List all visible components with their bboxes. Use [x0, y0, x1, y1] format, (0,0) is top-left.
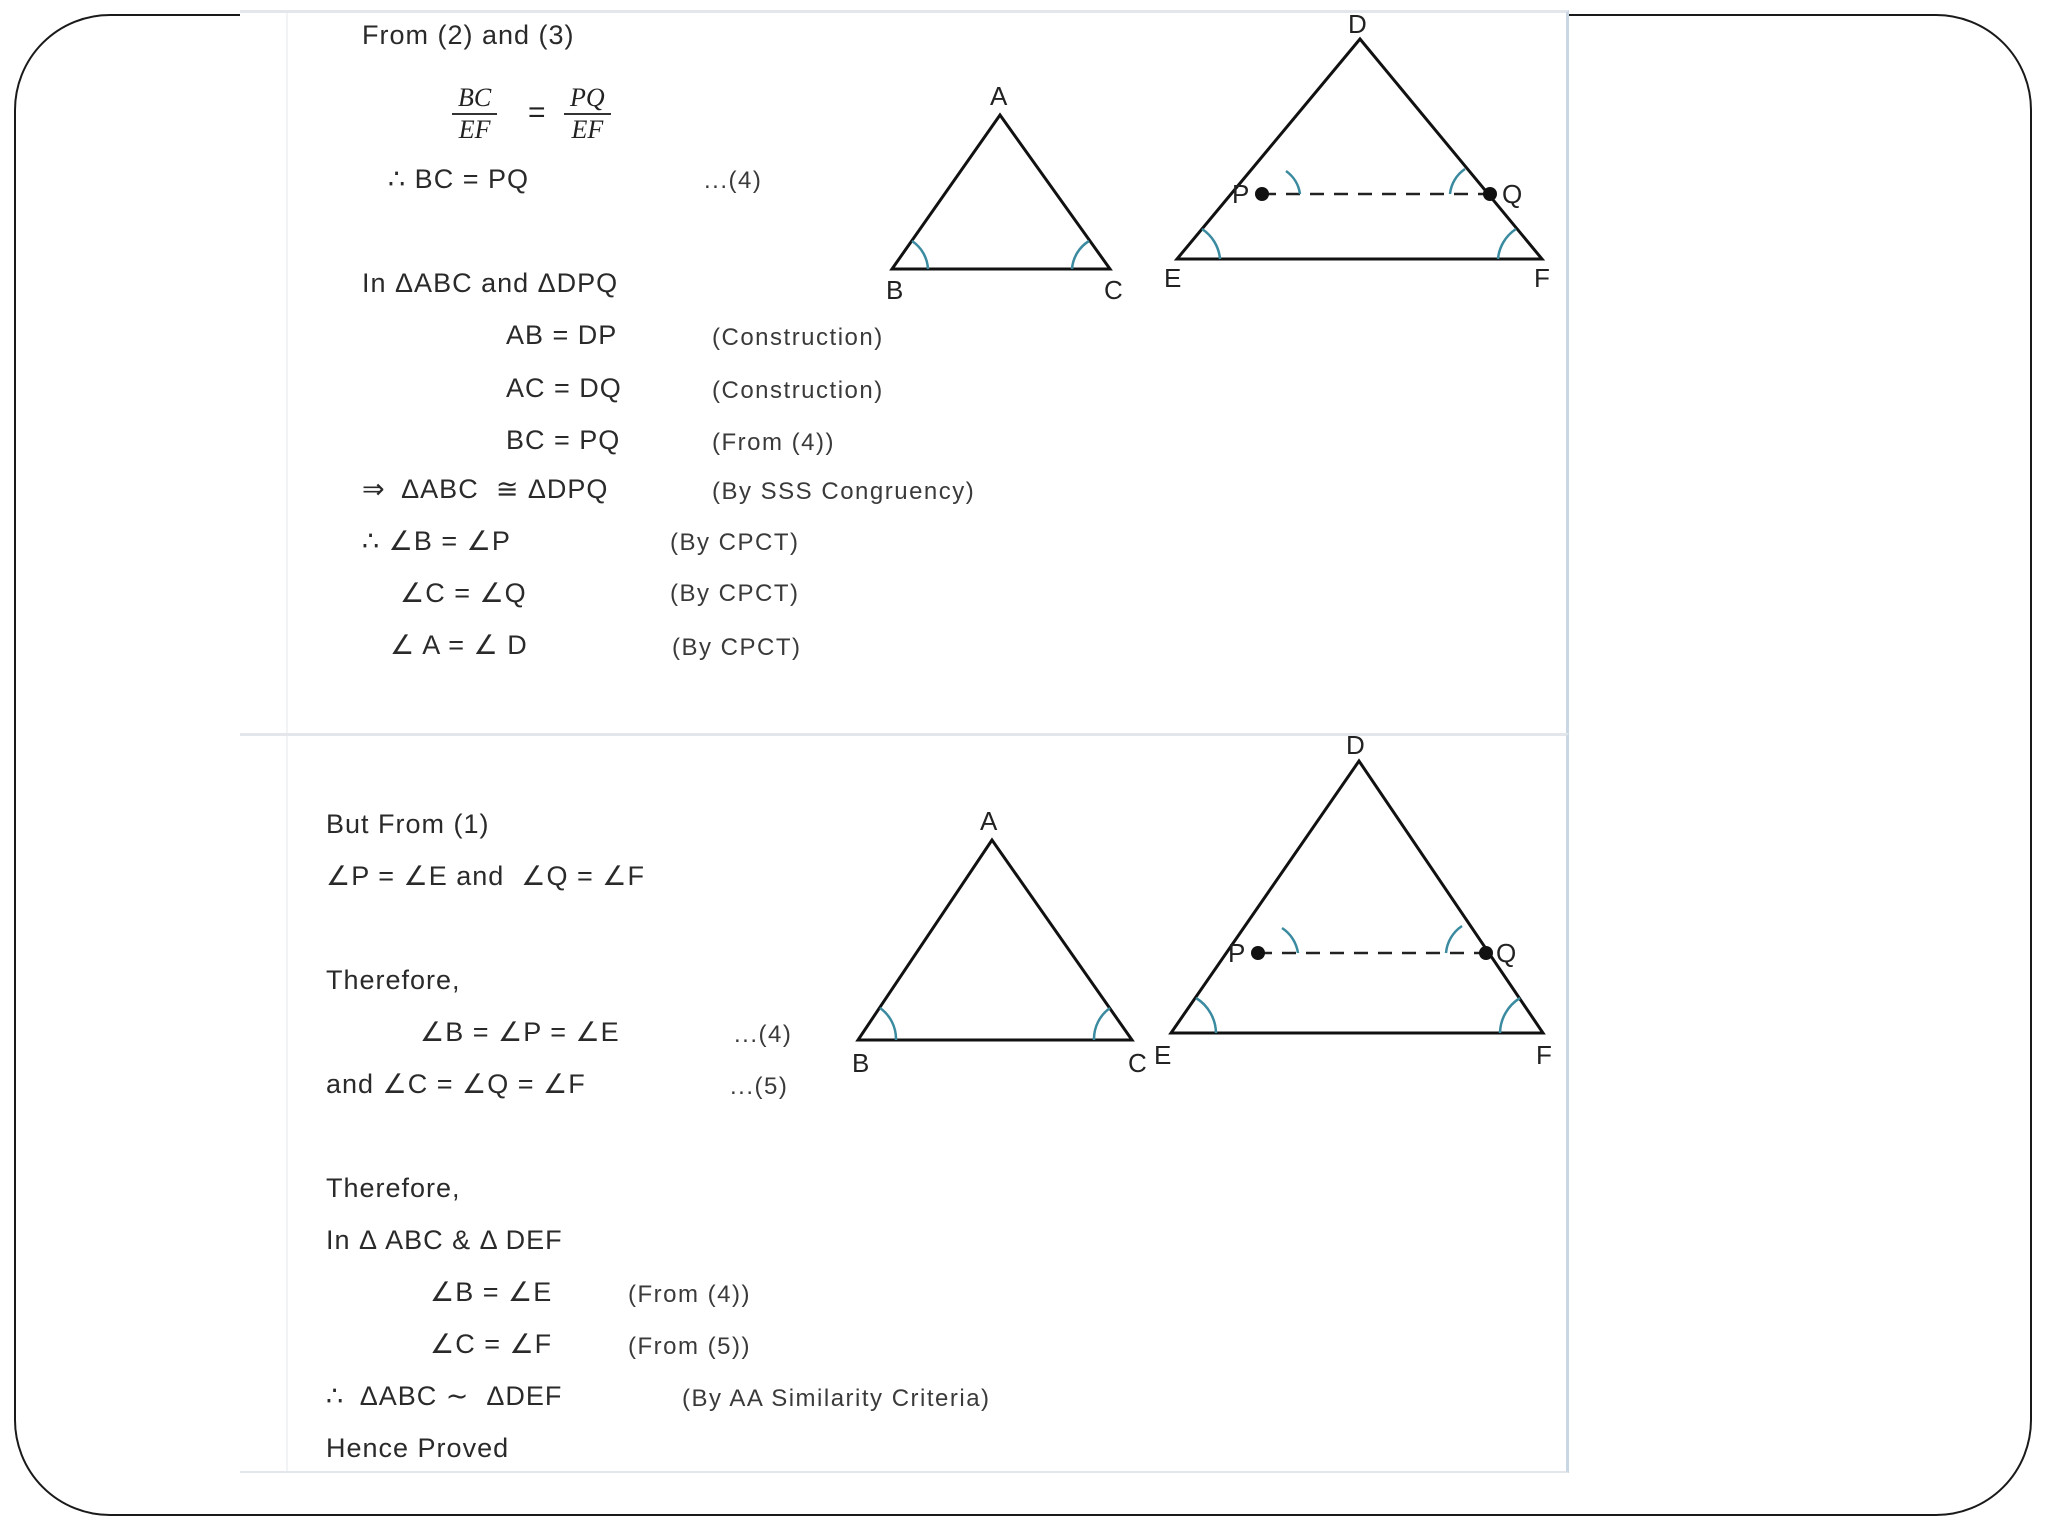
- label-vertex-e: E: [1164, 263, 1182, 293]
- label-vertex-f: F: [1534, 263, 1550, 293]
- stmt-angle-c-q-f: and ∠C = ∠Q = ∠F: [326, 1069, 586, 1099]
- angle-arc-b: [912, 241, 928, 269]
- text-bc-equals-pq: ∴ BC = PQ: [388, 164, 529, 194]
- angle-arc-p: [1282, 928, 1298, 953]
- angle-arc-b: [880, 1008, 896, 1040]
- stmt-angle-b-e: ∠B = ∠E: [430, 1277, 553, 1307]
- label-vertex-c: C: [1128, 1048, 1147, 1078]
- angle-arc-q: [1446, 926, 1462, 953]
- label-vertex-b: B: [886, 275, 904, 305]
- stmt-ac-dq: AC = DQ: [506, 373, 622, 403]
- reason-from-4: (From (4)): [628, 1281, 751, 1308]
- triangle-abc: [892, 115, 1110, 269]
- angle-arc-c: [1072, 241, 1089, 269]
- equation-ref-4: ...(4): [704, 167, 763, 194]
- reason-construction: (Construction): [712, 377, 884, 404]
- triangle-def: [1177, 39, 1542, 259]
- point-q: [1483, 187, 1497, 201]
- stmt-ab-dp: AB = DP: [506, 320, 618, 350]
- label-point-p: P: [1232, 179, 1250, 209]
- label-point-p: P: [1228, 938, 1246, 968]
- reason-cpct: (By CPCT): [670, 529, 800, 556]
- label-vertex-b: B: [852, 1048, 870, 1078]
- angle-arc-e: [1202, 229, 1220, 259]
- text-hence-proved: Hence Proved: [326, 1433, 510, 1463]
- reason-aa-similarity: (By AA Similarity Criteria): [682, 1385, 991, 1412]
- reason-from-5: (From (5)): [628, 1333, 751, 1360]
- angle-arc-e: [1196, 998, 1216, 1033]
- fraction-denominator: EF: [571, 115, 604, 144]
- reason-cpct: (By CPCT): [670, 580, 800, 607]
- stmt-abc-similar-def: ∴ ΔABC ∼ ΔDEF: [326, 1381, 563, 1411]
- point-p: [1251, 946, 1265, 960]
- angle-arc-q: [1450, 169, 1465, 194]
- label-point-q: Q: [1496, 938, 1517, 968]
- reason-cpct: (By CPCT): [672, 634, 802, 661]
- equation-ref-5: ...(5): [730, 1073, 789, 1100]
- reason-construction: (Construction): [712, 324, 884, 351]
- label-vertex-d: D: [1346, 730, 1365, 760]
- stmt-angle-b-p: ∴ ∠B = ∠P: [362, 526, 511, 556]
- stmt-angle-a-d: ∠ A = ∠ D: [390, 630, 528, 660]
- stmt-angle-c-f: ∠C = ∠F: [430, 1329, 553, 1359]
- fraction-numerator: PQ: [564, 83, 611, 115]
- label-vertex-d: D: [1348, 9, 1367, 39]
- fraction-pq-ef: [564, 83, 611, 145]
- text-but-from-1: But From (1): [326, 809, 490, 839]
- label-vertex-f: F: [1536, 1040, 1552, 1070]
- label-vertex-a: A: [990, 81, 1008, 111]
- reason-from-4: (From (4)): [712, 429, 835, 456]
- text-in-abc-def: In Δ ABC & Δ DEF: [326, 1225, 563, 1255]
- fraction-denominator: EF: [458, 115, 491, 144]
- angle-arc-p: [1286, 171, 1300, 194]
- proof-sheet-bottom: [240, 730, 1569, 1473]
- text-therefore: Therefore,: [326, 1173, 461, 1203]
- triangle-abc-figure: [860, 73, 1123, 313]
- equals-sign: =: [528, 96, 546, 129]
- point-q: [1479, 946, 1493, 960]
- text-therefore: Therefore,: [326, 965, 461, 995]
- stmt-angle-c-q: ∠C = ∠Q: [400, 578, 527, 608]
- text-in-abc-dpq: In ΔABC and ΔDPQ: [362, 268, 619, 298]
- angle-arc-f: [1500, 998, 1520, 1033]
- point-p: [1255, 187, 1269, 201]
- stmt-abc-congruent-dpq: ⇒ ΔABC ≅ ΔDPQ: [362, 474, 609, 504]
- angle-arc-f: [1498, 229, 1516, 259]
- triangle-def-figure: [1150, 9, 1550, 303]
- label-point-q: Q: [1502, 179, 1523, 209]
- triangle-abc-figure: [840, 796, 1147, 1078]
- text-from-2-and-3: From (2) and (3): [362, 20, 575, 50]
- fraction-bc-ef: [452, 83, 497, 145]
- stmt-bc-pq: BC = PQ: [506, 425, 621, 455]
- label-vertex-c: C: [1104, 275, 1123, 305]
- proof-sheet-top: [240, 10, 1569, 734]
- triangle-abc: [858, 840, 1132, 1040]
- text-angle-p-e-q-f: ∠P = ∠E and ∠Q = ∠F: [326, 861, 645, 891]
- fraction-numerator: BC: [452, 83, 497, 115]
- triangle-def-figure: [1150, 730, 1552, 1070]
- reason-sss: (By SSS Congruency): [712, 478, 976, 505]
- angle-arc-c: [1094, 1008, 1110, 1040]
- label-vertex-a: A: [980, 806, 998, 836]
- equation-ref-4: ...(4): [734, 1021, 793, 1048]
- label-vertex-e: E: [1154, 1040, 1172, 1070]
- stmt-angle-b-p-e: ∠B = ∠P = ∠E: [420, 1017, 620, 1047]
- triangle-def: [1171, 761, 1543, 1033]
